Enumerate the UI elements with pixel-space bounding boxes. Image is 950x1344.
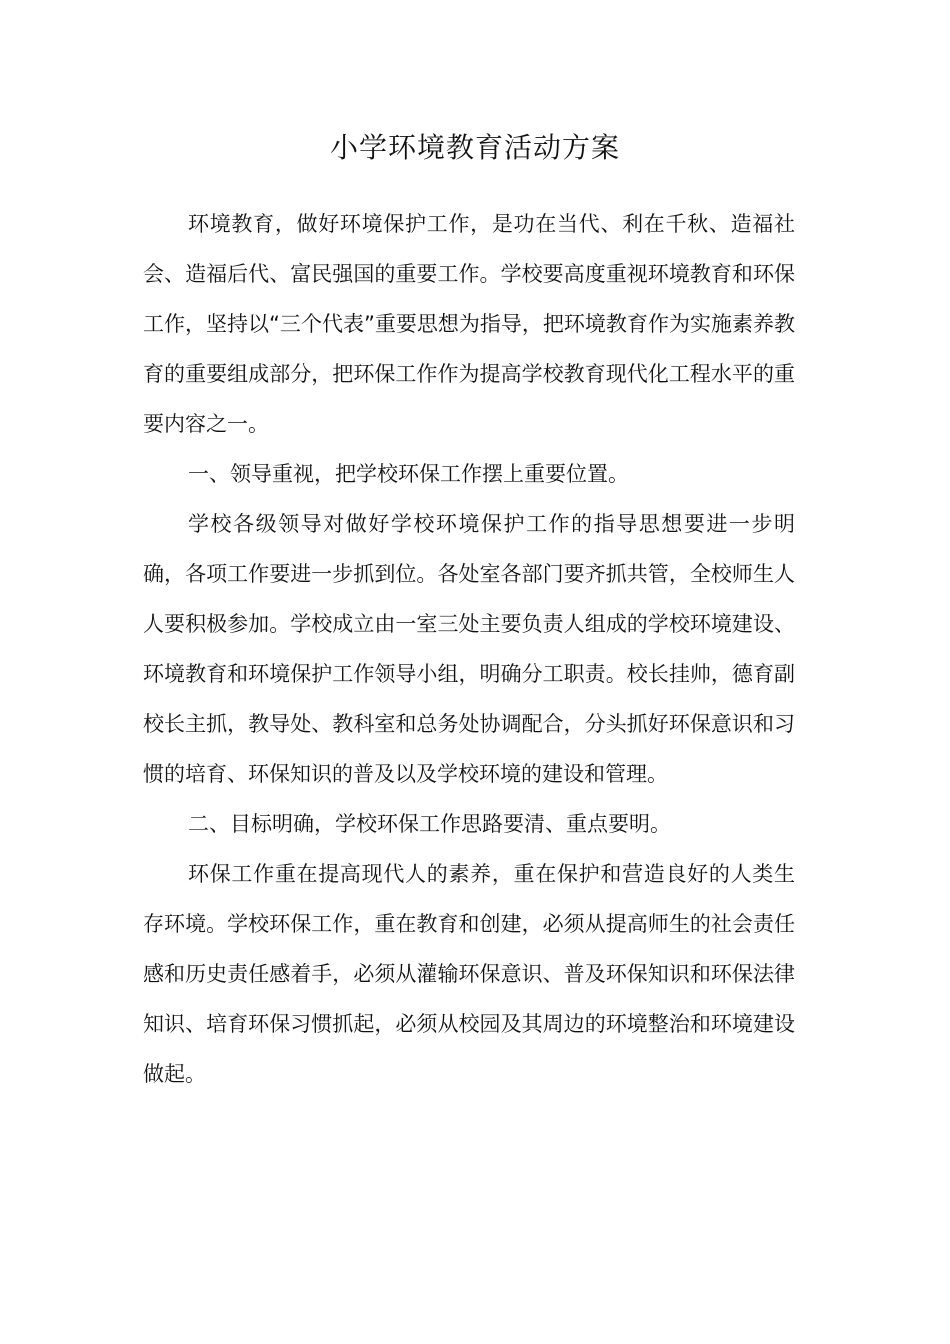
document-title: 小学环境教育活动方案: [329, 131, 620, 164]
document-body: [143, 199, 795, 1099]
paragraph-section-1: 学校各级领导对做好学校环境保护工作的指导思想要进一步明确，各项工作要进一步抓到位。各处室各部门要齐抓共管，全校师生人人要积极参加。学校成立由一室三处主要负责人组成的学校环境建设、环境教育和环境保护工作领导小组，明确分工职责。校长挂帅，德育副校长主抓，教导处、教科室和总务处协调配合，分头抓好环保意识和习惯的培育、环保知识的普及以及学校环境的建设和管理。: [143, 512, 795, 786]
paragraph-intro: 环境教育，做好环境保护工作，是功在当代、利在千秋、造福社会、造福后代、富民强国的重要工作。学校要高度重视环境教育和环保工作，坚持以“三个代表”重要思想为指导，把环境教育作为实施素养教育的重要组成部分，把环保工作作为提高学校教育现代化工程水平的重要内容之一。: [143, 212, 795, 436]
section-heading-2: 二、目标明确，学校环保工作思路要清、重点要明。: [188, 812, 671, 836]
paragraph-section-2: 环保工作重在提高现代人的素养，重在保护和营造良好的人类生存环境。学校环保工作，重在教育和创建，必须从提高师生的社会责任感和历史责任感着手，必须从灌输环保意识、普及环保知识和环保法律知识、培育环保习惯抓起，必须从校园及其周边的环境整治和环境建设做起。: [143, 862, 795, 1086]
section-heading-1: 一、领导重视，把学校环保工作摆上重要位置。: [188, 462, 629, 486]
